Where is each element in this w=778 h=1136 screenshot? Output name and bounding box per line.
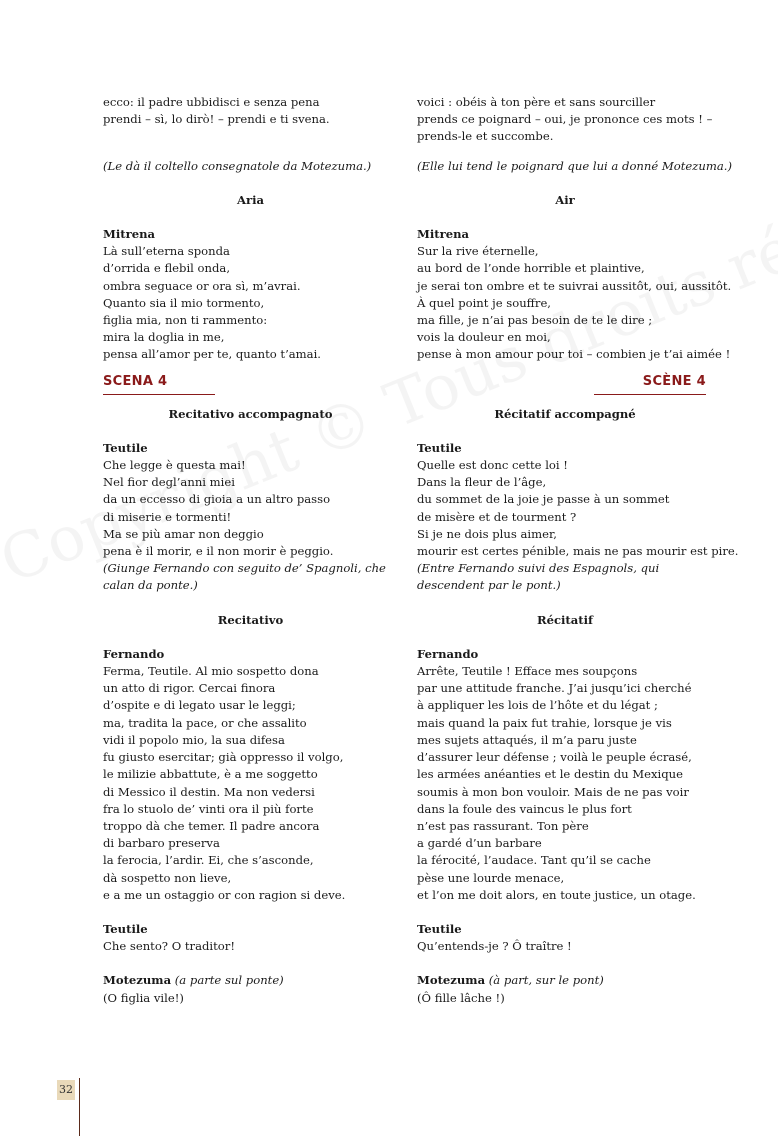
- verse-line: je serai ton ombre et te suivrai aussitôt, oui, aussitôt.: [417, 278, 732, 293]
- verse-line: Nel fior degl’anni miei: [103, 475, 235, 490]
- page-number: 32: [57, 1080, 75, 1100]
- french-column: [417, 94, 739, 1007]
- verse-line: du sommet de la joie je passe à un sommet: [417, 492, 670, 507]
- verse-line: Si je ne dois plus aimer,: [417, 526, 557, 541]
- spacer: [417, 955, 713, 972]
- spacer: [417, 209, 713, 226]
- verse-line: mais quand la paix fut trahie, lorsque je vis: [417, 715, 672, 730]
- verse-line: dà sospetto non lieve,: [103, 870, 232, 885]
- margin-rule: [79, 1078, 80, 1136]
- verse-line: ma fille, je n’ai pas besoin de te le dire ;: [417, 313, 653, 328]
- verse-line: di Messico il destin. Ma non vedersi: [103, 784, 315, 799]
- scene-heading-block: [103, 364, 398, 406]
- italian-column: [103, 94, 398, 1007]
- speaker-name: Mitrena: [417, 227, 470, 242]
- verse-line: d’assurer leur défense ; voilà le peuple écrasé,: [417, 750, 692, 765]
- verse-line: ecco: il padre ubbidisci e senza pena: [103, 95, 320, 109]
- spacer: [103, 175, 398, 192]
- verse-line: voici : obéis à ton père et sans sourciller: [417, 95, 656, 109]
- stage-direction: (Le dà il coltello consegnatole da Motezuma.): [103, 158, 372, 173]
- speaker-name: Teutile: [103, 921, 148, 936]
- speaker-name: Fernando: [103, 646, 165, 661]
- verse-line: la férocité, l’audace. Tant qu’il se cache: [417, 853, 651, 868]
- spacer: [103, 146, 398, 158]
- spacer: [417, 595, 713, 612]
- verse-line: mourir est certes pénible, mais ne pas mourir est pire.: [417, 544, 739, 559]
- spacer: [103, 904, 398, 921]
- air-title: Air: [555, 192, 575, 207]
- verse-line: a gardé d’un barbare: [417, 836, 542, 851]
- speaker-name: Fernando: [417, 646, 479, 661]
- verse-line: et l’on me doit alors, en toute justice, un otage.: [417, 887, 696, 902]
- verse-line: Qu’entends-je ? Ô traître !: [417, 939, 572, 954]
- speaker-name: Mitrena: [103, 227, 156, 242]
- recitativo-accompagnato-title: Recitativo accompagnato: [168, 406, 333, 421]
- verse-line: ombra seguace or ora sì, m’avrai.: [103, 278, 301, 293]
- verse-line: ma, tradita la pace, or che assalito: [103, 715, 307, 730]
- verse-line: prends ce poignard – oui, je prononce ces mots ! –: [417, 112, 713, 127]
- verse-line: dans la foule des vaincus le plus fort: [417, 801, 632, 816]
- verse-line: Sur la rive éternelle,: [417, 244, 539, 259]
- verse-line: prendi – sì, lo dirò! – prendi e ti svena.: [103, 112, 330, 127]
- scene-rule: [594, 394, 706, 395]
- verse-line: de misère et de tourment ?: [417, 509, 577, 524]
- scene-heading-block: [417, 364, 713, 406]
- verse-line: la ferocia, l’ardir. Ei, che s’asconde,: [103, 853, 314, 868]
- recitativo-title: Recitativo: [217, 612, 284, 627]
- spacer: [417, 629, 713, 646]
- verse-line: troppo dà che temer. Il padre ancora: [103, 818, 320, 833]
- verse-line: d’ospite e di legato usar le leggi;: [103, 698, 296, 713]
- stage-aside: (à part, sur le pont): [488, 973, 604, 988]
- stage-direction: (Entre Fernando suivi des Espagnols, qui descendent par le pont.): [417, 561, 660, 593]
- verse-line-spacer: [103, 128, 398, 145]
- verse-line: (Ô fille lâche !): [417, 990, 505, 1005]
- spacer: [417, 175, 713, 192]
- verse-line: di miserie e tormenti!: [103, 509, 232, 524]
- verse-line: fu giusto esercitar; già oppresso il volgo,: [103, 750, 344, 765]
- verse-line: Ferma, Teutile. Al mio sospetto dona: [103, 664, 319, 679]
- speaker-with-aside: [417, 972, 713, 989]
- spacer: [417, 904, 713, 921]
- stage-direction: (Giunge Fernando con seguito de’ Spagnoli, che calan da ponte.): [103, 561, 386, 593]
- verse-line: À quel point je souffre,: [417, 295, 551, 310]
- verse-line: à appliquer les lois de l’hôte et du légat ;: [417, 698, 658, 713]
- verse-line: pensa all’amor per te, quanto t’amai.: [103, 347, 321, 362]
- verse-line: Dans la fleur de l’âge,: [417, 475, 547, 490]
- stage-aside: (a parte sul ponte): [174, 973, 284, 988]
- speaker-name: Teutile: [417, 921, 462, 936]
- verse-line: Che legge è questa mai!: [103, 458, 246, 473]
- verse-line: figlia mia, non ti rammento:: [103, 313, 268, 328]
- aria-title: Aria: [236, 192, 265, 207]
- scene-heading: SCENA 4: [103, 373, 168, 389]
- scene-heading: SCÈNE 4: [642, 373, 706, 389]
- speaker-name: Teutile: [103, 440, 148, 455]
- verse-line: e a me un ostaggio or con ragion si deve.: [103, 887, 346, 902]
- speaker-with-aside: [103, 972, 398, 989]
- spacer: [417, 146, 713, 158]
- recitatif-title: Récitatif: [536, 612, 594, 627]
- verse-line: fra lo stuolo de’ vinti ora il più forte: [103, 801, 314, 816]
- verse-line: pena è il morir, e il non morir è peggio.: [103, 544, 334, 559]
- verse-line: pense à mon amour pour toi – combien je t’ai aimée !: [417, 347, 731, 362]
- verse-line: pèse une lourde menace,: [417, 870, 565, 885]
- verse-line: par une attitude franche. J’ai jusqu’ici cherché: [417, 681, 692, 696]
- verse-line: vois la douleur en moi,: [417, 330, 551, 345]
- verse-line: mes sujets attaqués, il m’a paru juste: [417, 732, 637, 747]
- verse-line: Ma se più amar non deggio: [103, 526, 264, 541]
- speaker-name: Teutile: [417, 440, 462, 455]
- verse-line: d’orrida e flebil onda,: [103, 261, 231, 276]
- spacer: [103, 595, 398, 612]
- verse-line: les armées anéanties et le destin du Mexique: [417, 767, 684, 782]
- verse-line: n’est pas rassurant. Ton père: [417, 818, 589, 833]
- verse-line: Arrête, Teutile ! Efface mes soupçons: [417, 664, 638, 679]
- spacer: [103, 629, 398, 646]
- spacer: [103, 423, 398, 440]
- verse-line: Quelle est donc cette loi !: [417, 458, 568, 473]
- stage-direction: (Elle lui tend le poignard que lui a donné Motezuma.): [417, 158, 732, 173]
- verse-line: vidi il popolo mio, la sua difesa: [103, 732, 285, 747]
- verse-line: un atto di rigor. Cercai finora: [103, 681, 276, 696]
- verse-line: prends-le et succombe.: [417, 129, 554, 144]
- verse-line: da un eccesso di gioia a un altro passo: [103, 492, 331, 507]
- speaker-name: Motezuma: [103, 973, 172, 988]
- verse-line: Che sento? O traditor!: [103, 939, 235, 954]
- verse-line: mira la doglia in me,: [103, 330, 225, 345]
- speaker-name: Motezuma: [417, 973, 486, 988]
- verse-line: Là sull’eterna sponda: [103, 244, 230, 259]
- verse-line: soumis à mon bon vouloir. Mais de ne pas voir: [417, 784, 689, 799]
- verse-line: au bord de l’onde horrible et plaintive,: [417, 261, 645, 276]
- verse-line: le milizie abbattute, è a me soggetto: [103, 767, 318, 782]
- verse-line: (O figlia vile!): [103, 990, 184, 1005]
- spacer: [417, 423, 713, 440]
- verse-line: Quanto sia il mio tormento,: [103, 295, 265, 310]
- spacer: [103, 209, 398, 226]
- recitatif-accompagne-title: Récitatif accompagné: [494, 406, 636, 421]
- verse-line: di barbaro preserva: [103, 836, 220, 851]
- scene-rule: [103, 394, 215, 395]
- spacer: [103, 955, 398, 972]
